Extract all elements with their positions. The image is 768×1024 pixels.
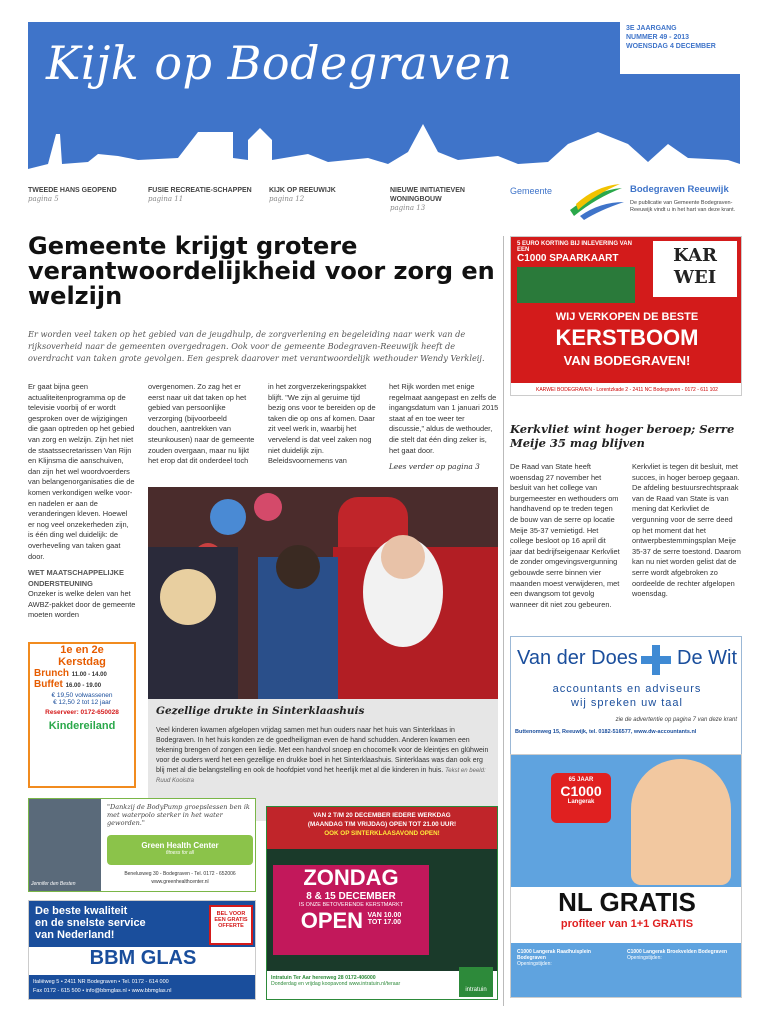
bodypump-ad[interactable] [28, 798, 256, 892]
teaser-page: pagina 12 [269, 195, 305, 203]
open-times [368, 912, 402, 926]
spaarkaart-image [517, 267, 635, 303]
gemeente-name: Bodegraven Reeuwijk [630, 184, 729, 195]
skyline-illustration [28, 114, 740, 182]
article-intro: Er worden veel taken op het gebied van de jeugdhulp, de zorgverlening en begeleiding naar werk van de rijksoverheid naar de gemeenten overgedragen. Ook voor de gemeente Bodegraven-Reeuwijk heeft de overdracht van taken grote gevolgen. Een gesprek daarover met verantwoordelijk wethouder Wendy Verkleij. [28, 329, 485, 363]
article-column-1 [28, 382, 136, 621]
gemeente-logo [510, 178, 742, 224]
bbm-badge: BEL VOOR EEN GRATIS OFFERTE [209, 905, 253, 945]
vanderdoes-ad[interactable] [510, 636, 742, 762]
kindereiland-logo: Kindereiland [48, 720, 116, 732]
bodypump-quote: "Dankzij de BodyPump groepslessen ben ik met waterpolo sterker in het water geworden." [107, 803, 250, 827]
article-column-3 [268, 382, 378, 467]
teaser-title: NIEUWE INITIATIEVEN WONINGBOUW [390, 187, 465, 203]
c1000-ad[interactable] [510, 754, 742, 998]
bbm-line3: van Nederland! [35, 929, 115, 941]
c1000-gratis: NL GRATIS [558, 887, 696, 917]
kinder-title1: 1e en 2e [60, 644, 104, 656]
c1000-store-1 [517, 949, 621, 967]
open-label: OPEN [300, 908, 364, 933]
ghc-logo [107, 835, 253, 865]
bbm-address1: Italiëweg 5 • 2411 NR Bodegraven • Tel. 0172 - 614 000 [33, 979, 169, 985]
teaser-title: TWEEDE HANS GEOPEND [28, 187, 117, 194]
zondag-box [273, 865, 429, 955]
vdd-address: Buttenomweg 15, Reeuwijk, tel. 0182-516577, www.dw-accountants.nl [515, 729, 697, 735]
store-hours: Openingstijden: [517, 961, 552, 967]
footer-line2: Donderdag en vrijdag koopavond www.intratuin.nl/teraar [271, 981, 401, 987]
c1000-brand-sub: Langerak [567, 799, 595, 805]
c1000-sub: profiteer van 1+1 GRATIS [560, 918, 694, 930]
column-divider [503, 236, 504, 1006]
ghc-address: Beneluxweg 30 - Bodegraven - Tel. 0172 - 652006 [124, 871, 236, 877]
photo-illustration [148, 487, 498, 699]
vdd-note: zie de advertentie op pagina 7 van deze krant [615, 717, 737, 723]
time2: TOT 17.00 [367, 919, 402, 926]
top-line2: (MAANDAG T/M VRIJDAG) OPEN TOT 21.00 UUR! [307, 821, 457, 828]
ghc-brand: Green Health Center [141, 841, 219, 850]
intratuin-top-banner [267, 807, 497, 849]
bbm-line1: De beste kwaliteit [35, 905, 128, 917]
buffet-label: Buffet [34, 679, 63, 690]
karwei-line3: VAN BODEGRAVEN! [563, 353, 691, 368]
store-name: C1000 Langerak Broekvelden Bodegraven [627, 949, 728, 955]
article-column-4 [389, 382, 499, 473]
newspaper-title: Kijk op Bodegraven [46, 36, 513, 90]
karwei-banner [517, 241, 635, 265]
karwei-line1: WIJ VERKOPEN DE BESTE [555, 311, 699, 323]
plus-icon [641, 645, 671, 675]
store-hours: Openingstijden: [627, 955, 662, 961]
teaser-title: KIJK OP REEUWIJK [269, 187, 336, 194]
karwei-logo: KAR WEI [653, 241, 737, 297]
issue-info [620, 22, 740, 74]
main-headline: Gemeente krijgt grotere verantwoordelijkheid voor zorg en welzijn [28, 232, 495, 310]
kinder-title2: Kerstdag [58, 656, 106, 668]
karwei-address: KARWEI BODEGRAVEN - Lorentzkade 2 - 2411 NC Bodegraven - 0172 - 611 102 [511, 383, 742, 396]
c1000-logo [551, 773, 611, 823]
column-text: in het zorgverzekeringspakket blijft. "We zijn al geruime tijd bezig ons voor te bereiden op de taken die op ons af komen. Daar zit veel werk in, waarbij het vervelend is dat veel zaken nog niet duidelijk zijn. Beleidsvoornemens van [268, 382, 376, 466]
intratuin-logo: intratuin [459, 967, 493, 997]
ghc-sub: fitness for all [165, 850, 195, 856]
brunch-time: 11.00 - 14.00 [71, 672, 107, 678]
c1000-store-2 [627, 949, 731, 961]
column-text: Onzeker is welke delen van het AWBZ-pakket door de gemeente moeten worden [28, 589, 136, 620]
c1000-gratis-box [511, 887, 742, 943]
masthead [28, 22, 740, 182]
caption-title: Gezellige drukte in Sinterklaashuis [156, 705, 365, 717]
column-text: Er gaat bijna geen actualiteitenprogramma op de televisie voorbij of er wordt gesproken over de wijzigingen die gaan optreden op het gebied van zorg en welzijn. Zijn het niet de staatssecretarissen Van Rijn en Klijnsma die aanschuiven, dan zijn het wel woordvoerders van belangenorganisaties die de komen verkondigen welke voor- en nadelen er aan de veranderingen kleven. Hoewel er nog veel onzekerheden zijn, is één ding wel duidelijk: de overheveling van taken gaat door. [28, 382, 135, 561]
zondag-label: ZONDAG [303, 865, 399, 890]
vdd-name-right: De Wit [677, 647, 737, 669]
issue-year: 3E JAARGANG [626, 25, 677, 32]
gemeente-tagline: De publicatie van Gemeente Bodegraven-Reeuwijk vindt u in het hart van deze krant. [630, 200, 736, 213]
ghc-web[interactable]: www.greenhealthcenter.nl [151, 879, 209, 885]
brunch-label: Brunch [34, 668, 69, 679]
reserve-phone: Reserveer: 0172-650028 [45, 709, 119, 716]
store-name: C1000 Langerak Raadhuisplein Bodegraven [517, 949, 591, 961]
top-line3: OOK OP SINTERKLAASAVOND OPEN! [324, 830, 440, 837]
teaser-page: pagina 11 [148, 195, 184, 203]
kerstmarkt-text: IS ONZE BETOVERENDE KERSTMARKT [298, 902, 404, 908]
person-name: Jennifer den Besten [31, 881, 76, 887]
vdd-name-left: Van der Does [517, 647, 638, 669]
bbmglas-ad[interactable] [28, 900, 256, 1000]
vdd-tagline-2: wij spreken uw taal [571, 697, 683, 709]
karwei-line2: KERSTBOOM [555, 325, 699, 350]
price-adult: € 19,50 volwassenen [51, 692, 113, 699]
c1000-brand: C1000 [560, 783, 602, 799]
karwei-banner-line2: C1000 SPAARKAART [517, 253, 619, 264]
price-child: € 12,50 2 tot 12 jaar [53, 699, 111, 706]
teaser-page: pagina 5 [28, 195, 59, 203]
teaser-item[interactable] [28, 186, 138, 204]
c1000-badge: 65 JAAR [568, 777, 594, 783]
bbm-address2: Fax 0172 - 615 500 • info@bbmglas.nl • www.bbmglas.nl [33, 988, 172, 994]
dutch-girl-illustration [631, 759, 731, 885]
caption-body: Veel kinderen kwamen afgelopen vrijdag samen met hun ouders naar het huis van Sinterklaas in Bodegraven. In het huis konden ze de goedheiligman even de hand schudden. Anderen kwamen een tekening brengen of zongen een liedje. Met een handvol snoep en chocomelk voor de kleintjes en glühwein voor de ouders werd het een gezellige en drukke boel in het Sinterklaashuis. Sinterklaas was dan ook erg blij met al die belangstelling en ook de hoofdpiet vond het heerlijk met al die kinderen in huis. [156, 727, 489, 774]
top-line1: VAN 2 T/M 20 DECEMBER IEDERE WERKDAG [313, 812, 451, 819]
bbm-logo: BBM GLAS [29, 947, 256, 975]
intratuin-ad[interactable] [266, 806, 498, 1000]
teaser-page: pagina 13 [390, 204, 426, 212]
issue-date: WOENSDAG 4 DECEMBER [626, 43, 716, 50]
teaser-title: FUSIE RECREATIE-SCHAPPEN [148, 187, 252, 194]
buffet-time: 16.00 - 19.00 [65, 683, 102, 689]
column-text: overgenomen. Zo zag het er eerst naar uit dat taken op het gebied van persoonlijke verzorging (bijvoorbeeld douchen, aantrekken van steunkousen) naar de gemeente zouden overgaan, maar nu lijkt het erop dat dit onderdeel toch [148, 382, 255, 466]
kerkvliet-column-1: De Raad van State heeft woensdag 27 november het besluit van het college van burgemeester en wethouders om handhavend op te treden tegen de bouw van de serre op locatie Meije 35-37 vernietigd. Het college besloot op 16 april dit jaar dat bedrijfseigenaar Kerkvliet de zonder omgevingsvergunning gebouwde serre binnen vier maanden moest verwijderen, met een dwangsom tot gevolg wanneer dit niet zou gebeuren. [510, 462, 620, 609]
kerkvliet-headline: Kerkvliet wint hoger beroep; Serre Meije 35 mag blijven [510, 422, 735, 450]
intratuin-footer [271, 975, 451, 987]
continued-link[interactable]: Lees verder op pagina 3 [389, 462, 480, 472]
kindereiland-ad[interactable] [28, 642, 136, 788]
column-subheading: WET MAATSCHAPPELIJKE ONDERSTEUNING [28, 568, 124, 588]
bbm-lines [35, 905, 205, 941]
issue-number: NUMMER 49 - 2013 [626, 34, 690, 41]
column-text: het Rijk worden met enige regelmaat aangepast en zelfs de ingangsdatum van 1 januari 2015 staat af en toe weer ter discussie," aldus de wethouder, die stelt dat één ding zeker is, het gaat door. [389, 382, 499, 455]
teaser-item[interactable] [269, 186, 379, 204]
time1: VAN 10.00 [367, 912, 402, 919]
teaser-bar [28, 186, 508, 220]
fitness-photo [29, 799, 101, 891]
photo-credit: Tekst en beeld: Ruud Kooistra [156, 768, 486, 784]
brunch-line [30, 668, 134, 679]
gemeente-emblem-icon [566, 180, 626, 220]
sinterklaas-photo [148, 487, 498, 699]
article-column-2 [148, 382, 258, 467]
caption-text [156, 726, 490, 786]
kerkvliet-column-2: Kerkvliet is tegen dit besluit, met succes, in hoger beroep gegaan. De afdeling bestuursrechtspraak van de Raad van State is van mening dat Kerkvliet de vergunning voor de serre deed op het moment dat het ontwerpbestemmingsplan Meije 35-37 de serre toestond. Daarom kan nu niet worden gelist dat de serre wordt afgebroken zo oordeelde de rechter afgelopen woensdag. [632, 462, 741, 599]
teaser-item[interactable] [390, 186, 500, 213]
teaser-item[interactable] [148, 186, 258, 204]
bbm-line2: en de snelste service [35, 917, 146, 929]
footer-line1: Intratuin Ter Aar herenweg 28 0172-406000 [271, 975, 376, 981]
vdd-tagline-1: accountants en adviseurs [552, 683, 702, 695]
buffet-line [30, 679, 134, 690]
karwei-banner-line1: 5 EURO KORTING BIJ INLEVERING VAN EEN [517, 241, 632, 253]
zondag-dates: 8 & 15 DECEMBER [306, 891, 396, 902]
karwei-ad[interactable] [510, 236, 742, 396]
gemeente-prefix: Gemeente [510, 186, 553, 196]
